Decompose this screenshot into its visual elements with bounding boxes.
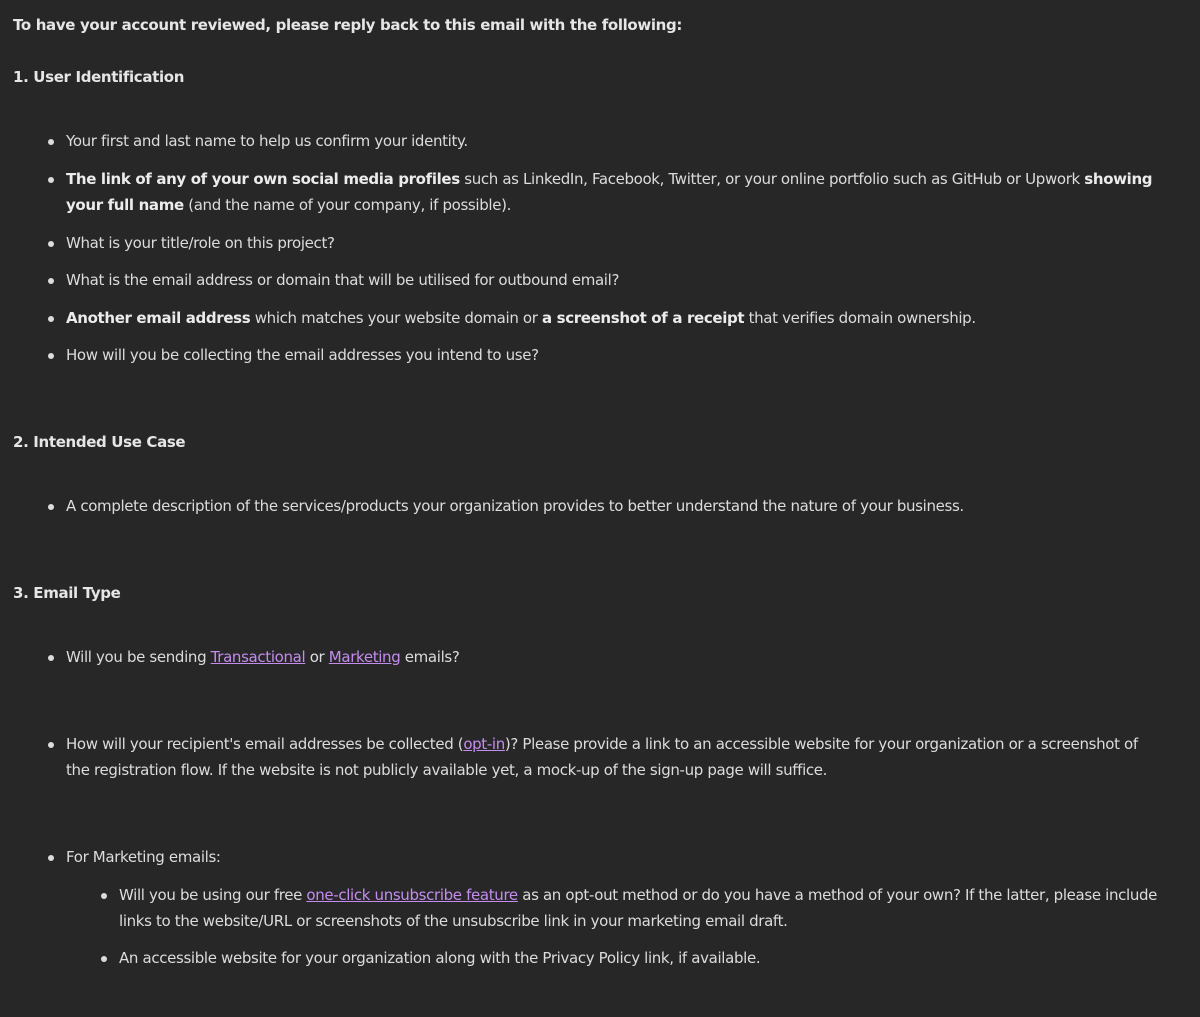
bold-text: The link of any of your own social media profiles <box>66 170 460 188</box>
list-item <box>66 267 1162 293</box>
bold-text: a screenshot of a receipt <box>541 309 745 327</box>
bold-text: Another email address <box>66 309 251 327</box>
item-text: (and the name of your company, if possible). <box>183 196 511 214</box>
nested-list-item <box>119 882 1162 934</box>
nested-list-item <box>119 945 1162 971</box>
list-item <box>66 128 1162 154</box>
item-text: For Marketing emails: <box>66 848 221 866</box>
list-item <box>66 644 1162 670</box>
item-text: Will you be using our free <box>119 886 307 904</box>
item-text: A complete description of the services/products your organization provides to better understand the nature of your business. <box>66 497 964 515</box>
section-heading-user-identification: 1. User Identification <box>13 68 185 86</box>
list-item <box>66 731 1162 783</box>
item-text: Will you be sending <box>66 648 211 666</box>
item-text: What is the email address or domain that will be utilised for outbound email? <box>66 271 620 289</box>
item-text: Your first and last name to help us confirm your identity. <box>66 132 468 150</box>
marketing-link[interactable]: Marketing <box>328 648 401 666</box>
item-text: )? Please provide a link to an accessible website for your organization or a screenshot of the registration flow. If the website is not publicly available yet, a mock-up of the sign-up page will suffice. <box>66 735 1138 779</box>
list-item <box>66 166 1162 218</box>
section-heading-email-type: 3. Email Type <box>13 584 121 602</box>
list-item <box>66 305 1162 331</box>
opt-in-link[interactable]: opt-in <box>463 735 505 753</box>
item-text: An accessible website for your organization along with the Privacy Policy link, if available. <box>119 949 761 967</box>
list-item <box>66 342 1162 368</box>
item-text: or <box>305 648 329 666</box>
list-item <box>66 844 1162 870</box>
item-text: How will you be collecting the email addresses you intend to use? <box>66 346 539 364</box>
list-item <box>66 230 1162 256</box>
transactional-link[interactable]: Transactional <box>210 648 306 666</box>
bold-text: showing your full name <box>66 170 1153 214</box>
item-text: such as LinkedIn, Facebook, Twitter, or your online portfolio such as GitHub or Upwork <box>459 170 1085 188</box>
section-heading-intended-use-case: 2. Intended Use Case <box>13 433 186 451</box>
list-item <box>66 493 1162 519</box>
item-text: that verifies domain ownership. <box>744 309 976 327</box>
intro-text: To have your account reviewed, please reply back to this email with the following: <box>13 16 683 34</box>
item-text: which matches your website domain or <box>250 309 542 327</box>
item-text: emails? <box>400 648 460 666</box>
item-text: How will your recipient's email addresses be collected ( <box>66 735 464 753</box>
item-text: What is your title/role on this project? <box>66 234 335 252</box>
item-text: as an opt-out method or do you have a method of your own? If the latter, please include links to the website/URL or screenshots of the unsubscribe link in your marketing email draft. <box>119 886 1158 930</box>
one-click-unsubscribe-link[interactable]: one-click unsubscribe feature <box>306 886 518 904</box>
